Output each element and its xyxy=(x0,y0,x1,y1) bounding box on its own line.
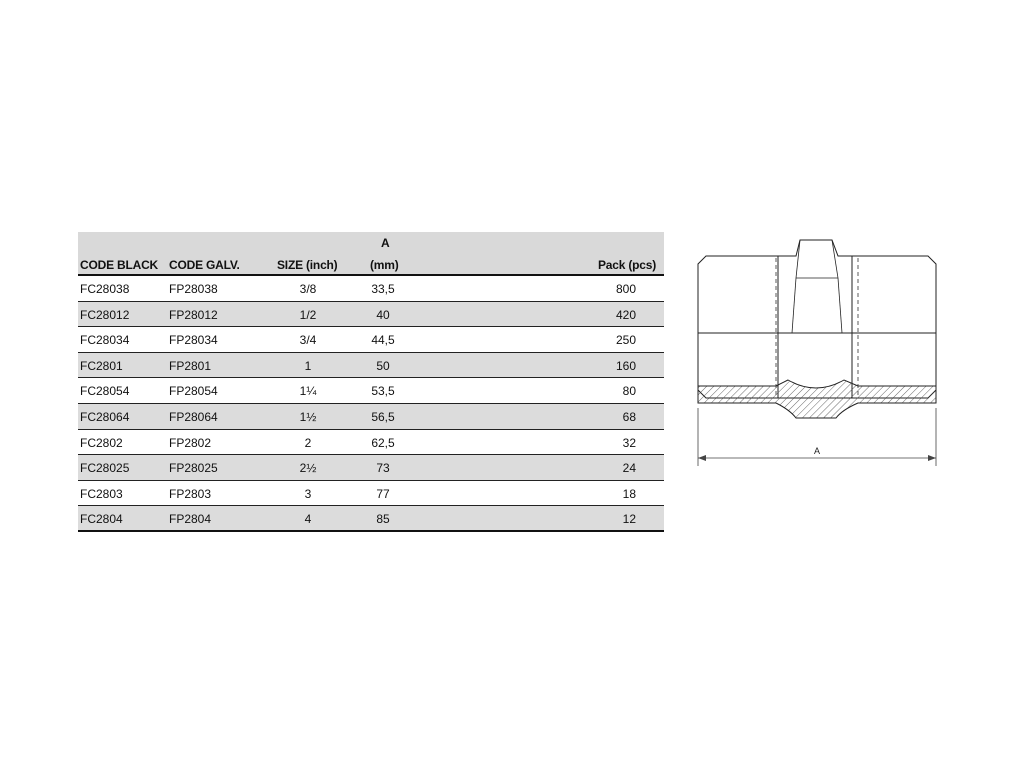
cell-pack: 18 xyxy=(622,486,636,501)
cell-code-black: FC2801 xyxy=(80,358,123,373)
cell-pack: 12 xyxy=(622,512,636,527)
cell-size: 2½ xyxy=(299,461,317,476)
table-row xyxy=(78,506,664,532)
cell-pack: 24 xyxy=(622,461,636,476)
cell-a: 85 xyxy=(376,512,390,527)
cell-code-black: FC28054 xyxy=(80,384,130,399)
table-row xyxy=(78,276,664,302)
cell-a: 44,5 xyxy=(371,333,395,348)
header-a: A xyxy=(381,236,390,250)
cell-pack: 800 xyxy=(615,282,636,296)
cell-size: 4 xyxy=(304,512,312,527)
cell-a: 53,5 xyxy=(371,384,395,399)
table-row xyxy=(78,430,664,456)
cell-code-black: FC28064 xyxy=(80,409,130,424)
cell-a: 62,5 xyxy=(371,435,395,450)
cell-a: 40 xyxy=(376,307,390,322)
table-row xyxy=(78,481,664,507)
cell-code-black: FC28034 xyxy=(80,333,130,348)
cell-code-black: FC2804 xyxy=(80,512,123,527)
cell-code-galv: FP28054 xyxy=(169,384,218,399)
cell-code-galv: FP2801 xyxy=(169,358,212,373)
cell-code-galv: FP28038 xyxy=(169,282,218,296)
table-row xyxy=(78,378,664,404)
cell-pack: 420 xyxy=(615,307,636,322)
cell-a: 50 xyxy=(376,358,390,373)
table-row xyxy=(78,302,664,328)
cell-a: 33,5 xyxy=(371,282,395,296)
cell-pack: 160 xyxy=(615,358,636,373)
cell-pack: 32 xyxy=(622,435,636,450)
header-pack: Pack (pcs) xyxy=(597,258,656,272)
cell-code-galv: FP2802 xyxy=(169,435,212,450)
cell-code-galv: FP28012 xyxy=(169,307,218,322)
cell-size: 3/4 xyxy=(299,333,317,348)
cell-size: 3/8 xyxy=(299,282,317,296)
header-a-unit: (mm) xyxy=(370,258,399,272)
cell-size: 1 xyxy=(304,358,312,373)
table-row xyxy=(78,327,664,353)
cell-code-black: FC28038 xyxy=(80,282,130,296)
cell-code-galv: FP2803 xyxy=(169,486,212,501)
cell-code-galv: FP2804 xyxy=(169,512,212,527)
cell-size: 1¼ xyxy=(299,384,317,399)
cell-code-black: FC28025 xyxy=(80,461,130,476)
table-body xyxy=(78,276,664,532)
cell-code-galv: FP28064 xyxy=(169,409,218,424)
table-row xyxy=(78,353,664,379)
table-header xyxy=(78,232,664,276)
header-code-galv: CODE GALV. xyxy=(169,258,240,272)
cell-pack: 80 xyxy=(622,384,636,399)
cell-code-galv: FP28034 xyxy=(169,333,218,348)
dimension-a-label: A xyxy=(813,446,821,456)
cell-size: 2 xyxy=(304,435,312,450)
product-table xyxy=(78,232,664,532)
cell-a: 77 xyxy=(376,486,390,501)
table-row xyxy=(78,404,664,430)
cell-pack: 68 xyxy=(622,409,636,424)
cell-size: 3 xyxy=(304,486,312,501)
cell-code-black: FC2802 xyxy=(80,435,123,450)
cell-code-black: FC28012 xyxy=(80,307,130,322)
cell-code-black: FC2803 xyxy=(80,486,123,501)
header-code-black: CODE BLACK xyxy=(80,258,158,272)
nipple-fitting-drawing xyxy=(692,238,942,468)
table-row xyxy=(78,455,664,481)
cell-a: 73 xyxy=(376,461,390,476)
cell-code-galv: FP28025 xyxy=(169,461,218,476)
cell-size: 1½ xyxy=(299,409,317,424)
cell-pack: 250 xyxy=(615,333,636,348)
cell-a: 56,5 xyxy=(371,409,395,424)
cell-size: 1/2 xyxy=(299,307,317,322)
header-size: SIZE (inch) xyxy=(277,258,338,272)
